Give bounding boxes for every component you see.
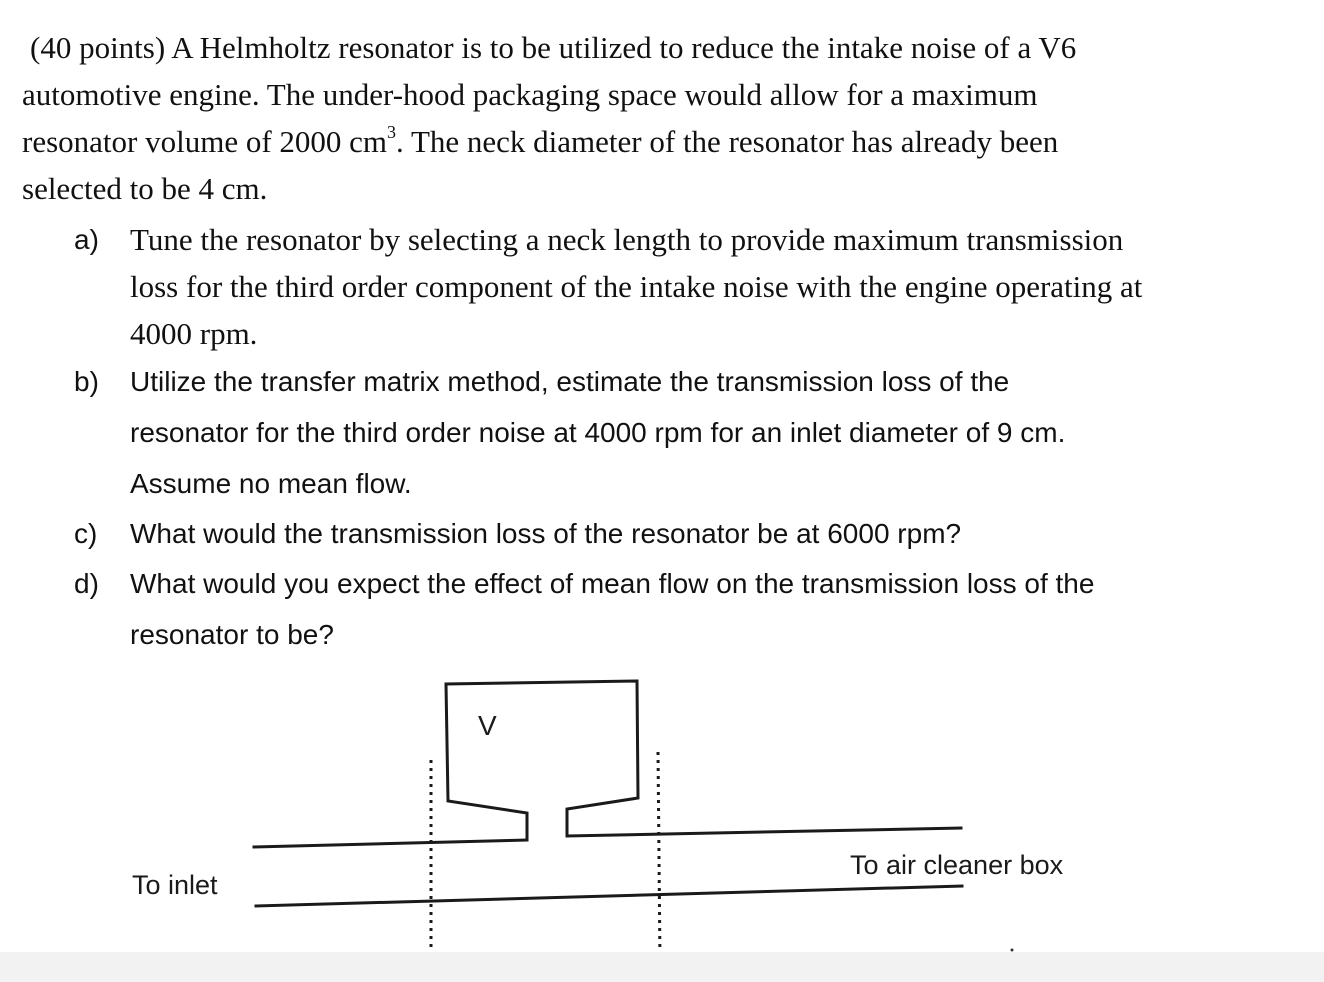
part-d-line-2: resonator to be? bbox=[130, 619, 334, 650]
to-inlet-label: To inlet bbox=[132, 870, 218, 900]
part-d-text bbox=[130, 558, 1314, 660]
part-d-line-1: What would you expect the effect of mean flow on the transmission loss of the bbox=[130, 568, 1095, 599]
to-air-cleaner-label: To air cleaner box bbox=[850, 850, 1064, 880]
intro-line-2: automotive engine. The under-hood packaging space would allow for a maximum bbox=[22, 77, 1038, 112]
resonator-cavity-outline bbox=[446, 681, 638, 838]
duct-bottom-wall bbox=[256, 886, 962, 906]
part-b bbox=[74, 356, 1314, 509]
part-b-line-2: resonator for the third order noise at 4000 rpm for an inlet diameter of 9 cm. bbox=[130, 417, 1066, 448]
intro-line-3 bbox=[22, 118, 1312, 165]
part-c-letter: c) bbox=[74, 518, 98, 549]
duct-top-left-wall bbox=[254, 840, 527, 847]
part-a-line-2: loss for the third order component of the intake noise with the engine operating at bbox=[130, 269, 1143, 304]
part-c bbox=[74, 508, 1314, 559]
part-b-line-3: Assume no mean flow. bbox=[130, 468, 412, 499]
part-b-line-1: Utilize the transfer matrix method, estimate the transmission loss of the bbox=[130, 366, 1010, 397]
intro-line-3-pre: resonator volume of 2000 cm bbox=[22, 124, 388, 159]
stray-mark bbox=[1011, 949, 1014, 952]
part-a-text bbox=[130, 216, 1314, 357]
outlet-section-dashed-line bbox=[658, 752, 660, 962]
intro-line-4: selected to be 4 cm. bbox=[22, 171, 268, 206]
part-d-letter: d) bbox=[74, 568, 99, 599]
page-bottom-shade bbox=[0, 952, 1324, 982]
part-d bbox=[74, 558, 1314, 660]
part-c-line-1: What would the transmission loss of the resonator be at 6000 rpm? bbox=[130, 518, 962, 549]
part-b-text bbox=[130, 356, 1314, 509]
intro-line-3-post: . The neck diameter of the resonator has already been bbox=[396, 124, 1059, 159]
duct-top-right-wall bbox=[567, 828, 961, 836]
volume-label: V bbox=[478, 710, 497, 741]
cubic-superscript: 3 bbox=[387, 122, 397, 142]
part-a-line-1: Tune the resonator by selecting a neck length to provide maximum transmission bbox=[130, 222, 1124, 257]
helmholtz-resonator-diagram bbox=[0, 660, 1324, 982]
part-a bbox=[74, 216, 1314, 357]
part-b-letter: b) bbox=[74, 366, 99, 397]
part-a-letter: a) bbox=[74, 224, 99, 255]
part-c-text bbox=[130, 508, 1314, 559]
part-a-line-3: 4000 rpm. bbox=[130, 316, 258, 351]
problem-intro bbox=[22, 24, 1312, 212]
intro-line-1: (40 points) A Helmholtz resonator is to be utilized to reduce the intake noise of a V6 bbox=[30, 30, 1077, 65]
